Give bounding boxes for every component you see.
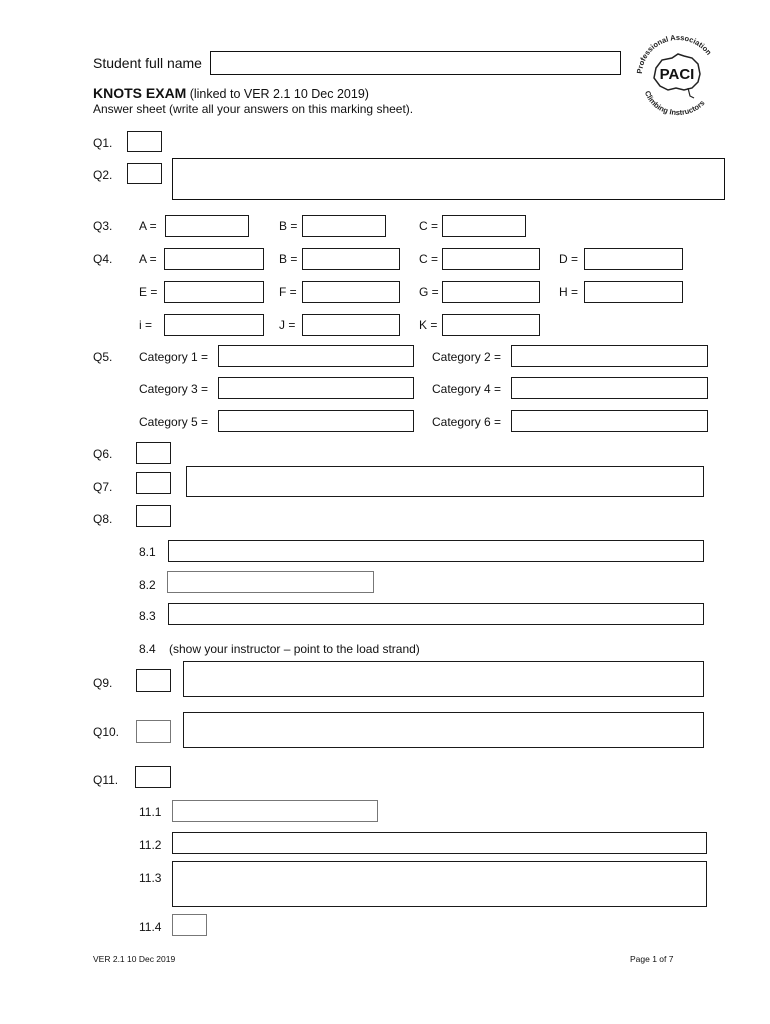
q11-4-input[interactable] — [172, 914, 207, 936]
q4-k-label: K = — [419, 318, 438, 332]
q4-e-input[interactable] — [164, 281, 264, 303]
q4-g-label: G = — [419, 285, 439, 299]
q9-written-answer[interactable] — [183, 661, 704, 697]
q9-label: Q9. — [93, 676, 113, 690]
q3-a-label: A = — [139, 219, 157, 233]
q8-4-instruction: (show your instructor – point to the load strand) — [169, 642, 420, 656]
q11-1-label: 11.1 — [139, 805, 162, 819]
exam-title — [93, 86, 369, 101]
q4-b-label: B = — [279, 252, 298, 266]
q5-cat3-input[interactable] — [218, 377, 414, 399]
q8-label: Q8. — [93, 512, 113, 526]
q8-answer-box[interactable] — [136, 505, 171, 527]
q4-a-label: A = — [139, 252, 157, 266]
q6-label: Q6. — [93, 447, 113, 461]
q4-j-input[interactable] — [302, 314, 400, 336]
q8-3-input[interactable] — [168, 603, 704, 625]
q11-3-label: 11.3 — [139, 871, 162, 885]
q5-cat3-label: Category 3 = — [139, 382, 209, 396]
q2-label: Q2. — [93, 168, 113, 182]
logo-arc-top: Professional Association — [634, 34, 714, 75]
student-name-input[interactable] — [210, 51, 621, 75]
q7-written-answer[interactable] — [186, 466, 704, 497]
q8-2-input[interactable] — [167, 571, 374, 593]
exam-title-link: (linked to VER 2.1 10 Dec 2019) — [189, 87, 369, 101]
q5-cat5-label: Category 5 = — [139, 415, 209, 429]
logo-arc-bottom: Climbing Instructors — [642, 89, 707, 116]
q3-c-input[interactable] — [442, 215, 526, 237]
logo-text: PACI — [659, 66, 695, 83]
q5-cat5-input[interactable] — [218, 410, 414, 432]
q4-h-input[interactable] — [584, 281, 683, 303]
q4-f-label: F = — [279, 285, 297, 299]
q4-e-label: E = — [139, 285, 158, 299]
q2-answer-box[interactable] — [127, 163, 162, 184]
q11-3-input[interactable] — [172, 861, 707, 907]
q3-a-input[interactable] — [165, 215, 249, 237]
q4-c-label: C = — [419, 252, 439, 266]
q6-answer-box[interactable] — [136, 442, 171, 464]
q10-label: Q10. — [93, 725, 120, 739]
exam-subtitle: Answer sheet (write all your answers on this marking sheet). — [93, 102, 414, 116]
q8-1-input[interactable] — [168, 540, 704, 562]
q8-2-label: 8.2 — [139, 578, 156, 592]
q4-j-label: J = — [279, 318, 296, 332]
q4-c-input[interactable] — [442, 248, 540, 270]
q2-written-answer[interactable] — [172, 158, 725, 200]
exam-title-bold: KNOTS EXAM — [93, 85, 187, 101]
q4-g-input[interactable] — [442, 281, 540, 303]
q4-k-input[interactable] — [442, 314, 540, 336]
q1-answer-box[interactable] — [127, 131, 162, 152]
svg-text:Climbing Instructors — [643, 90, 707, 116]
q5-cat6-input[interactable] — [511, 410, 708, 432]
q11-label: Q11. — [93, 773, 119, 787]
footer-page-number: Page 1 of 7 — [630, 954, 674, 964]
q11-answer-box[interactable] — [135, 766, 171, 788]
q4-d-input[interactable] — [584, 248, 683, 270]
q10-answer-box[interactable] — [136, 720, 171, 743]
q3-c-label: C = — [419, 219, 439, 233]
q4-i-input[interactable] — [164, 314, 264, 336]
name-label: Student full name — [93, 55, 202, 71]
paci-logo — [632, 34, 722, 116]
q9-answer-box[interactable] — [136, 669, 171, 692]
q1-label: Q1. — [93, 136, 113, 150]
q3-label: Q3. — [93, 219, 113, 233]
q11-2-label: 11.2 — [139, 838, 162, 852]
q3-b-input[interactable] — [302, 215, 386, 237]
q4-a-input[interactable] — [164, 248, 264, 270]
q4-f-input[interactable] — [302, 281, 400, 303]
q4-b-input[interactable] — [302, 248, 400, 270]
q5-label: Q5. — [93, 350, 113, 364]
q11-2-input[interactable] — [172, 832, 707, 854]
q4-label: Q4. — [93, 252, 113, 266]
q7-answer-box[interactable] — [136, 472, 171, 494]
q5-cat1-label: Category 1 = — [139, 350, 209, 364]
q7-label: Q7. — [93, 480, 113, 494]
q8-1-label: 8.1 — [139, 545, 156, 559]
q8-4-label: 8.4 — [139, 642, 156, 656]
footer-version: VER 2.1 10 Dec 2019 — [93, 954, 176, 964]
q5-cat2-input[interactable] — [511, 345, 708, 367]
q11-4-label: 11.4 — [139, 920, 162, 934]
q4-h-label: H = — [559, 285, 579, 299]
q8-3-label: 8.3 — [139, 609, 156, 623]
q3-b-label: B = — [279, 219, 298, 233]
q11-1-input[interactable] — [172, 800, 378, 822]
q5-cat6-label: Category 6 = — [432, 415, 502, 429]
q10-written-answer[interactable] — [183, 712, 704, 748]
q4-i-label: i = — [139, 318, 153, 332]
q4-d-label: D = — [559, 252, 579, 266]
q5-cat1-input[interactable] — [218, 345, 414, 367]
q5-cat4-input[interactable] — [511, 377, 708, 399]
q5-cat2-label: Category 2 = — [432, 350, 502, 364]
q5-cat4-label: Category 4 = — [432, 382, 502, 396]
